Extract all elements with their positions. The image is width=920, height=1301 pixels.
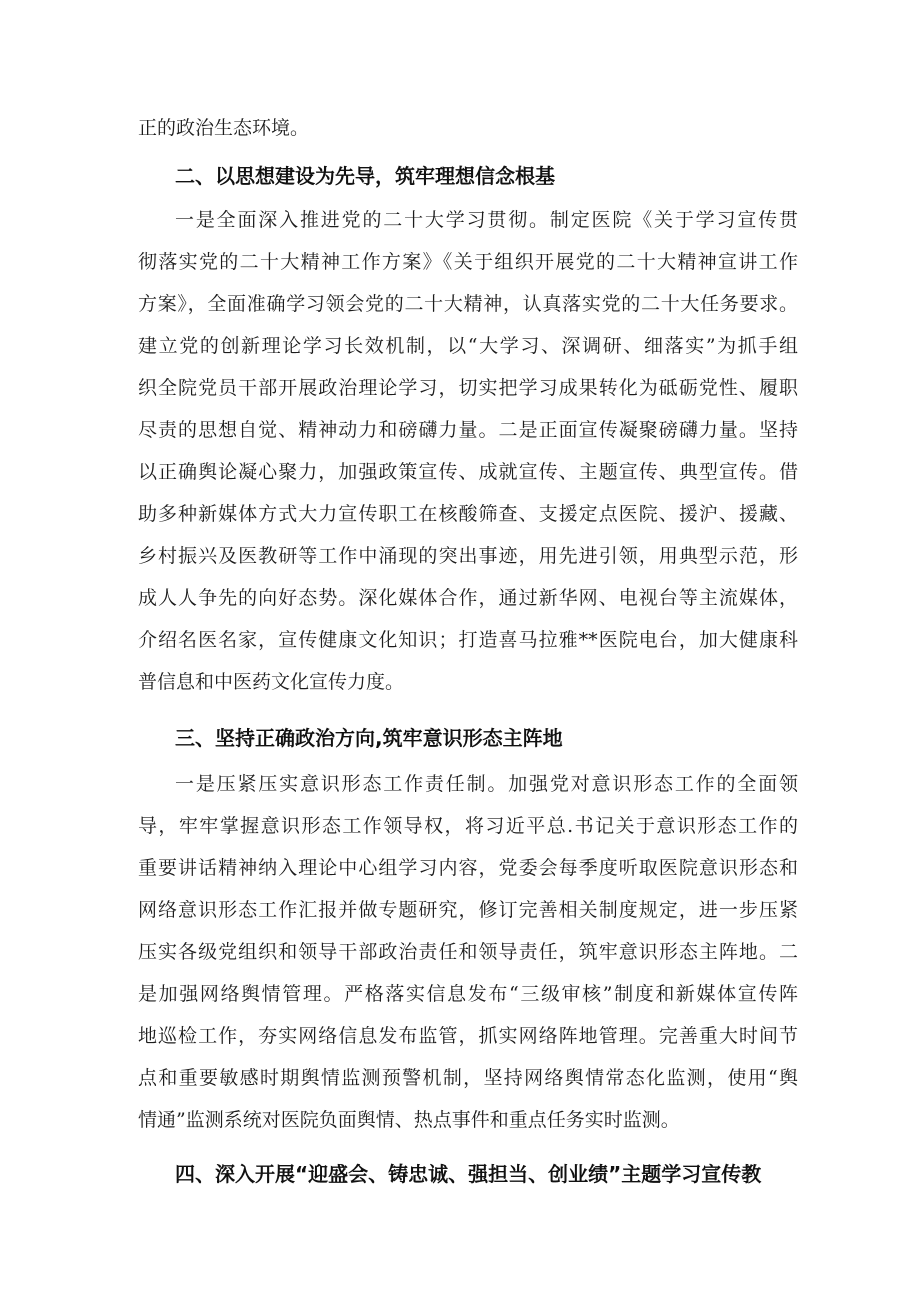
section-heading-2: 二、以思想建设为先导，筑牢理想信念根基 xyxy=(175,164,555,188)
paragraph-line: 地巡检工作，夯实网络信息发布监管，抓实网络阵地管理。完善重大时间节 xyxy=(138,1025,798,1047)
paragraph-line: 方案》，全面准确学习领会党的二十大精神，认真落实党的二十大任务要求。 xyxy=(138,293,798,315)
paragraph-line: 普信息和中医药文化宣传力度。 xyxy=(138,671,405,693)
paragraph-line: 压实各级党组织和领导干部政治责任和领导责任，筑牢意识形态主阵地。二 xyxy=(138,941,798,963)
paragraph-line: 尽责的思想自觉、精神动力和磅礴力量。二是正面宣传凝聚磅礴力量。坚持 xyxy=(138,419,798,441)
paragraph-line: 重要讲话精神纳入理论中心组学习内容，党委会每季度听取医院意识形态和 xyxy=(138,857,798,879)
paragraph-line: 一是全面深入推进党的二十大学习贯彻。制定医院《关于学习宣传贯 xyxy=(175,209,798,231)
paragraph-line: 情通”监测系统对医院负面舆情、热点事件和重点任务实时监测。 xyxy=(138,1109,680,1131)
paragraph-line: 正的政治生态环境。 xyxy=(138,117,310,139)
paragraph-line: 彻落实党的二十大精神工作方案》《关于组织开展党的二十大精神宣讲工作 xyxy=(138,251,798,273)
paragraph-line: 一是压紧压实意识形态工作责任制。加强党对意识形态工作的全面领 xyxy=(175,773,798,795)
paragraph-line: 网络意识形态工作汇报并做专题研究，修订完善相关制度规定，进一步压紧 xyxy=(138,899,798,921)
section-heading-4: 四、深入开展“迎盛会、铸忠诚、强担当、创业绩”主题学习宣传教 xyxy=(175,1162,762,1186)
paragraph-line: 点和重要敏感时期舆情监测预警机制，坚持网络舆情常态化监测，使用“舆 xyxy=(138,1067,798,1089)
paragraph-line: 建立党的创新理论学习长效机制，以“大学习、深调研、细落实”为抓手组 xyxy=(138,335,798,357)
paragraph-line: 助多种新媒体方式大力宣传职工在核酸筛查、支援定点医院、援沪、援藏、 xyxy=(138,503,798,525)
paragraph-line: 导，牢牢掌握意识形态工作领导权，将习近平总.书记关于意识形态工作的 xyxy=(138,815,798,837)
section-heading-3: 三、坚持正确政治方向,筑牢意识形态主阵地 xyxy=(175,726,563,750)
paragraph-line: 是加强网络舆情管理。严格落实信息发布“三级审核”制度和新媒体宣传阵 xyxy=(138,983,798,1005)
paragraph-line: 以正确舆论凝心聚力，加强政策宣传、成就宣传、主题宣传、典型宣传。借 xyxy=(138,461,798,483)
paragraph-line: 织全院党员干部开展政治理论学习，切实把学习成果转化为砥砺党性、履职 xyxy=(138,377,798,399)
paragraph-line: 乡村振兴及医教研等工作中涌现的突出事迹，用先进引领，用典型示范，形 xyxy=(138,545,798,567)
paragraph-line: 介绍名医名家，宣传健康文化知识；打造喜马拉雅**医院电台，加大健康科 xyxy=(138,629,798,651)
paragraph-line: 成人人争先的向好态势。深化媒体合作，通过新华网、电视台等主流媒体， xyxy=(138,587,798,609)
